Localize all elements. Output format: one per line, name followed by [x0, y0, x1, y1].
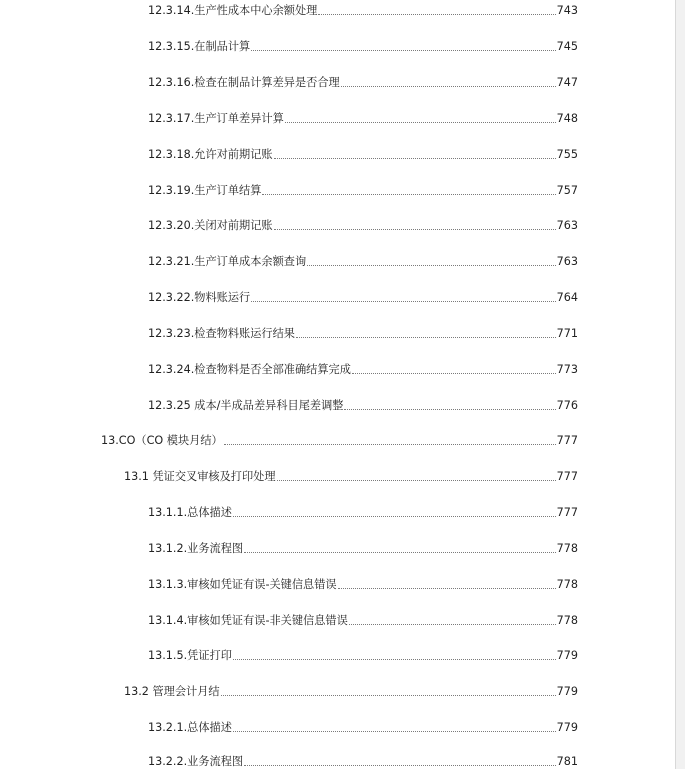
toc-entry-13[interactable]	[101, 430, 578, 448]
dot-leader	[251, 301, 555, 302]
toc-entry-title: 13.1.2.业务流程图	[148, 542, 244, 555]
toc-entry-page: 773	[556, 363, 578, 376]
dot-leader	[251, 50, 555, 51]
toc-entry-page: 771	[556, 327, 578, 340]
toc-entry-title: 12.3.21.生产订单成本余额查询	[148, 255, 307, 268]
toc-entry-12-3-22[interactable]	[148, 287, 578, 305]
toc-entry-12-3-16[interactable]	[148, 72, 578, 90]
toc-entry-13-1-3[interactable]	[148, 574, 578, 592]
dot-leader	[338, 588, 556, 589]
toc-entry-12-3-14[interactable]	[148, 0, 578, 18]
toc-entry-page: 763	[556, 255, 578, 268]
toc-entry-title: 13.CO（CO 模块月结）	[101, 434, 223, 447]
dot-leader	[277, 480, 556, 481]
toc-entry-page: 777	[556, 506, 578, 519]
toc-entry-page: 757	[556, 184, 578, 197]
toc-entry-title: 12.3.23.检查物料账运行结果	[148, 327, 295, 340]
toc-entry-page: 776	[556, 399, 578, 412]
toc-entry-title: 13.2.1.总体描述	[148, 721, 232, 734]
toc-entry-13-1-4[interactable]	[148, 610, 578, 628]
toc-entry-title: 12.3.24.检查物料是否全部准确结算完成	[148, 363, 351, 376]
toc-entry-title: 13.1 凭证交叉审核及打印处理	[124, 470, 276, 483]
toc-entry-title: 12.3.15.在制品计算	[148, 40, 251, 53]
dot-leader	[262, 194, 555, 195]
toc-entry-12-3-19[interactable]	[148, 180, 578, 198]
toc-entry-page: 781	[556, 755, 578, 768]
toc-entry-page: 743	[556, 4, 578, 17]
dot-leader	[244, 552, 556, 553]
dot-leader	[233, 731, 556, 732]
toc-entry-title: 12.3.17.生产订单差异计算	[148, 112, 284, 125]
toc-entry-title: 13.1.4.审核如凭证有误-非关键信息错误	[148, 614, 348, 627]
toc-entry-title: 13.1.3.审核如凭证有误-关键信息错误	[148, 578, 337, 591]
toc-entry-page: 764	[556, 291, 578, 304]
dot-leader	[352, 373, 556, 374]
toc-entry-12-3-20[interactable]	[148, 215, 578, 233]
dot-leader	[233, 516, 556, 517]
dot-leader	[224, 444, 556, 445]
toc-entry-page: 779	[556, 721, 578, 734]
toc-entry-page: 747	[556, 76, 578, 89]
toc-entry-title: 12.3.20.关闭对前期记账	[148, 219, 273, 232]
toc-entry-12-3-21[interactable]	[148, 251, 578, 269]
dot-leader	[318, 14, 555, 15]
toc-entry-page: 778	[556, 578, 578, 591]
dot-leader	[349, 624, 556, 625]
toc-entry-title: 13.1.1.总体描述	[148, 506, 232, 519]
toc-entry-page: 778	[556, 542, 578, 555]
toc-entry-13-1-5[interactable]	[148, 645, 578, 663]
dot-leader	[274, 229, 556, 230]
toc-entry-page: 748	[556, 112, 578, 125]
toc-entry-page: 745	[556, 40, 578, 53]
toc-entry-page: 763	[556, 219, 578, 232]
dot-leader	[274, 158, 556, 159]
toc-entry-page: 755	[556, 148, 578, 161]
dot-leader	[221, 695, 556, 696]
dot-leader	[233, 659, 556, 660]
toc-entry-page: 779	[556, 649, 578, 662]
dot-leader	[285, 122, 556, 123]
toc-entry-title: 12.3.25 成本/半成品差异科目尾差调整	[148, 399, 344, 412]
toc-entry-page: 778	[556, 614, 578, 627]
toc-entry-12-3-18[interactable]	[148, 144, 578, 162]
toc-entry-title: 13.2 管理会计月结	[124, 685, 220, 698]
toc-entry-title: 13.2.2.业务流程图	[148, 755, 244, 768]
toc-entry-title: 12.3.22.物料账运行	[148, 291, 251, 304]
toc-entry-title: 12.3.18.允许对前期记账	[148, 148, 273, 161]
toc-entry-title: 12.3.14.生产性成本中心余额处理	[148, 4, 318, 17]
dot-leader	[244, 765, 556, 766]
toc-entry-12-3-15[interactable]	[148, 36, 578, 54]
toc-entry-13-2-2[interactable]	[148, 751, 578, 769]
toc-entry-12-3-24[interactable]	[148, 359, 578, 377]
toc-entry-13-2[interactable]	[124, 681, 578, 699]
dot-leader	[307, 265, 556, 266]
dot-leader	[296, 337, 556, 338]
viewer-background	[676, 0, 685, 769]
toc-entry-13-1[interactable]	[124, 466, 578, 484]
toc-entry-page: 777	[556, 434, 578, 447]
toc-entry-13-1-1[interactable]	[148, 502, 578, 520]
dot-leader	[344, 409, 555, 410]
toc-entry-12-3-25[interactable]	[148, 395, 578, 413]
toc-entry-12-3-17[interactable]	[148, 108, 578, 126]
dot-leader	[341, 86, 556, 87]
toc-entry-title: 13.1.5.凭证打印	[148, 649, 232, 662]
toc-entry-page: 777	[556, 470, 578, 483]
toc-entry-13-1-2[interactable]	[148, 538, 578, 556]
toc-entry-title: 12.3.19.生产订单结算	[148, 184, 262, 197]
toc-entry-13-2-1[interactable]	[148, 717, 578, 735]
toc-entry-page: 779	[556, 685, 578, 698]
toc-entry-12-3-23[interactable]	[148, 323, 578, 341]
toc-entry-title: 12.3.16.检查在制品计算差异是否合理	[148, 76, 340, 89]
